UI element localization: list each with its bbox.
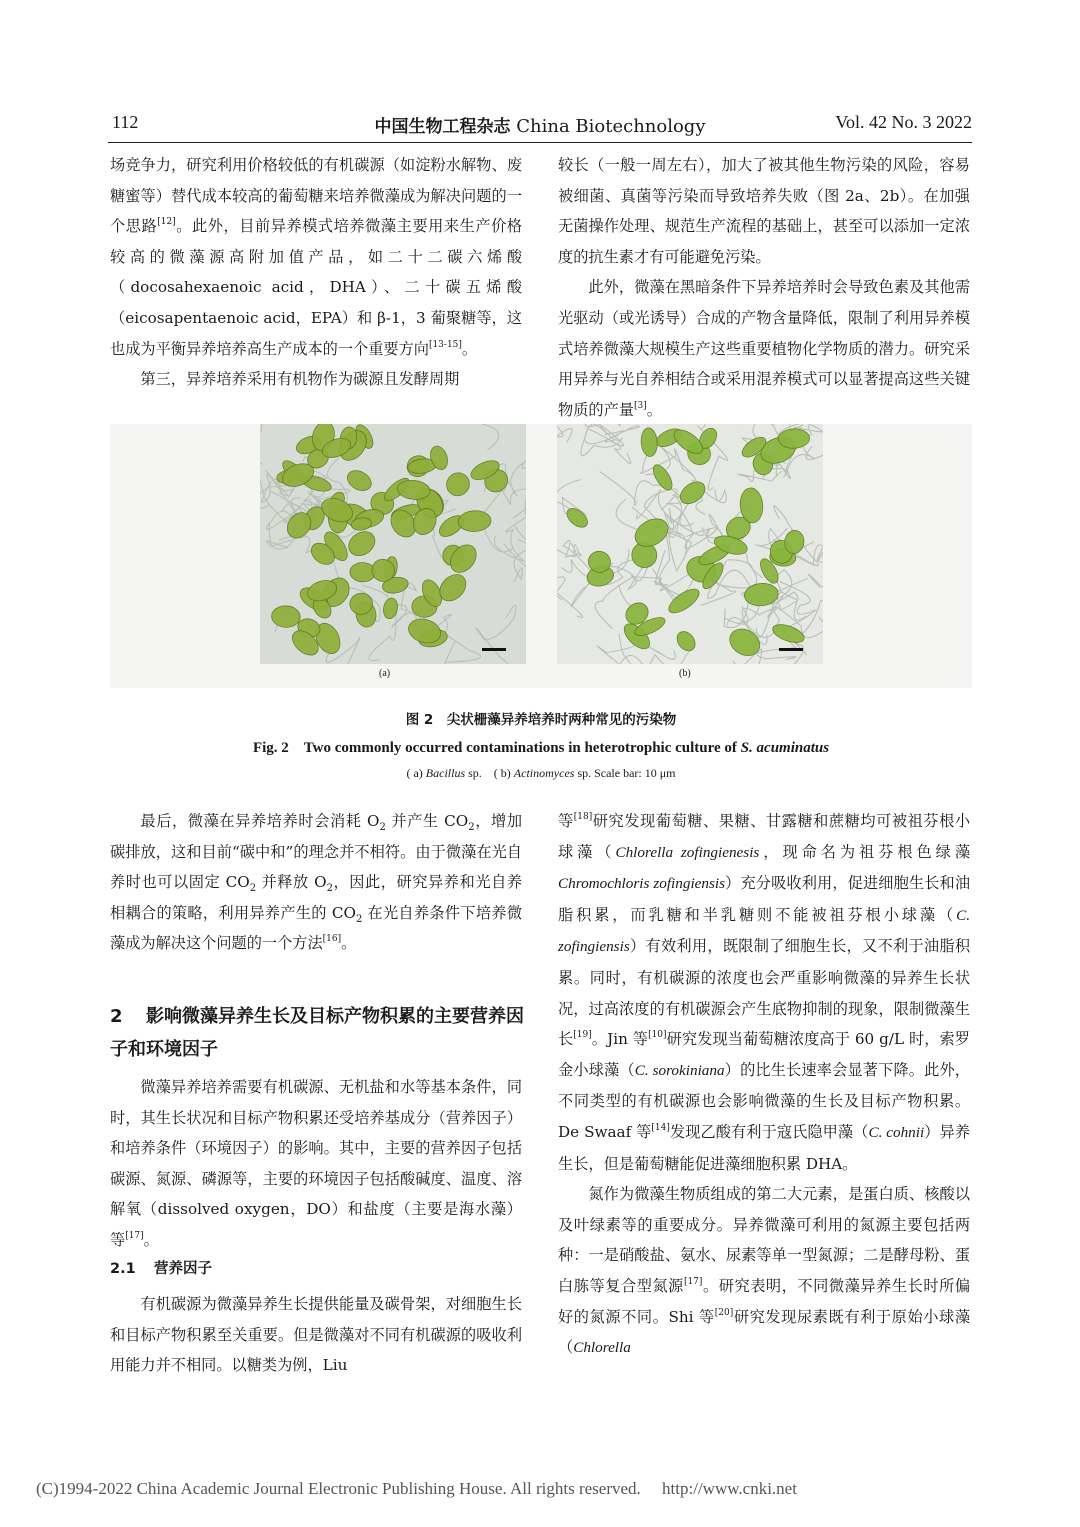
species-name: C. cohnii: [868, 1123, 925, 1141]
text: 并产生 CO: [385, 812, 469, 830]
text: 场竞争力，研究利用价格较低的有机碳源（如淀粉水解物、废糖蜜等）替代成本较高的葡萄糖来培养微藻成为解决问题的一个思路: [110, 156, 522, 236]
paragraph: 第三，异养培养采用有机物作为碳源且发酵周期: [140, 370, 460, 389]
paragraph: [110, 150, 522, 364]
text: 。: [461, 339, 478, 358]
algae-cell: [665, 585, 703, 618]
text: 。: [143, 1230, 159, 1249]
paragraph: 有机碳源为微藻异养生长提供能量及碳骨架，对细胞生长和目标产物积累至关重要。但是微藻对不同有机碳源的吸收利用能力并不相同。以糖类为例，Liu: [110, 1295, 522, 1375]
text: 研究发现当葡萄糖浓度高于 60 g/L 时，索罗金小球藻（: [558, 1030, 970, 1079]
text: 发现乙酸有利于寇氏隐甲藻（: [669, 1122, 869, 1141]
algae-cell: [676, 477, 709, 508]
species-name: Actinomyces: [513, 766, 575, 780]
citation: [13-15]: [428, 339, 462, 350]
text: 。此外，目前异养模式培养微藻主要用来生产价格较高的微藻源高附加值产品，如二十二碳六烯酸（docosahexaenoic acid，DHA）、二十碳五烯酸（eicosapentaenoic acid，EPA）和 β-1，3 葡聚糖等，这也成为平衡异养培养高生产成本的一个重要方向: [110, 217, 523, 358]
figure-caption-en: [110, 736, 972, 757]
figure-note: [110, 764, 972, 781]
section-number: 2: [110, 1006, 123, 1027]
text: 在光自养条件下培养微藻成为解决这个问题的一个方法: [110, 903, 523, 953]
paragraph: 较长（一般一周左右），加大了被其他生物污染的风险，容易被细菌、真菌等污染而导致培养失败（图 2a、2b）。在加强无菌操作处理、规范生产流程的基础上，甚至可以添加一定浓度的抗生素才有可能避免污染。: [558, 156, 970, 266]
panel-label-a: (a): [379, 668, 391, 679]
algae-cell: [271, 605, 301, 628]
algae-cell: [344, 467, 375, 495]
citation: [3]: [633, 400, 647, 411]
filament: [585, 424, 629, 446]
subscript: 2: [326, 883, 333, 895]
species-name: Chlorella: [573, 1339, 631, 1357]
text: 微藻异养培养需要有机碳源、无机盐和水等基本条件，同时，其生长状况和目标产物积累还受培养基成分（营养因子）和培养条件（环境因子）的影响。其中，主要的营养因子包括碳源、氮源、磷源等，主要的环境因子包括酸碱度、温度、溶解氧（dissolved oxygen，DO）和盐度（主要是海水藻）等: [110, 1078, 522, 1249]
volume-info: Vol. 42 No. 3 2022: [835, 112, 972, 132]
left-column-top: [110, 150, 522, 395]
filament: [557, 424, 639, 442]
subscript: 2: [468, 822, 475, 834]
micrograph-bacillus: [260, 424, 526, 664]
section-title: 影响微藻异养生长及目标产物积累的主要营养因子和环境因子: [110, 1006, 524, 1060]
text: ，因此，研究异养和光自养相耦合的策略，利用异养产生的 CO: [110, 873, 523, 922]
left-column-section-body: [110, 1072, 522, 1256]
algae-cell: [458, 510, 492, 532]
text: 最后，微藻在异养培养时会消耗 O: [140, 812, 380, 830]
species-name: C. sorokiniana: [634, 1061, 725, 1079]
text: 。研究表明，不同微藻异养生长时所偏好的氮源不同。Shi 等: [558, 1276, 971, 1326]
paragraph: [110, 806, 522, 959]
scale-bar: [779, 648, 803, 651]
text: ）的比生长速率会显著下降。此外，不同类型的有机碳源也会影响微藻的生长及目标产物积累。De Swaaf 等: [558, 1060, 970, 1141]
subscript: 2: [249, 883, 257, 895]
filament: [563, 540, 592, 572]
filament: [476, 605, 522, 664]
text: 此外，微藻在黑暗条件下异养培养时会导致色素及其他需光驱动（或光诱导）合成的产物含量降低，限制了利用异养模式培养微藻大规模生产这些重要植物化学物质的潜力。研究采用异养与光自养相结合或采用混养模式可以显著提高这些关键物质的产量: [558, 278, 970, 419]
text: 研究发现葡萄糖、果糖、甘露糖和蔗糖均可被祖芬根小球藻（: [558, 812, 971, 861]
algae-cell: [650, 462, 676, 493]
species-name: Chlorella zofingienesis: [615, 843, 760, 861]
citation: [20]: [714, 1307, 734, 1318]
algae-cell: [344, 527, 379, 561]
filament: [439, 424, 499, 450]
species-name: Bacillus: [425, 766, 466, 780]
algae-cell: [725, 624, 765, 661]
species-name: C. zofingiensis: [558, 906, 970, 956]
figure-caption-cn: 图 2 尖状栅藻异养培养时两种常见的污染物: [405, 712, 677, 728]
filament: [806, 435, 823, 490]
left-column-bottom: [110, 806, 522, 959]
citation: [14]: [651, 1122, 670, 1133]
micrograph-a-image: [260, 424, 526, 664]
text: 研究发现尿素既有利于原始小球藻（: [558, 1307, 971, 1357]
panel-label-b: (b): [679, 668, 691, 679]
journal-title-cn: 中国生物工程杂志: [374, 117, 511, 137]
citation: [17]: [125, 1230, 144, 1241]
text: ）异养生长，但是葡萄糖能促进藻细胞积累 DHA。: [558, 1122, 971, 1173]
paragraph: [110, 1072, 522, 1256]
paragraph: [558, 806, 970, 1179]
journal-title-en: China Biotechnology: [516, 116, 706, 137]
paragraph: [558, 1179, 970, 1364]
text: 。: [341, 934, 357, 953]
figure-2: [110, 424, 972, 688]
algae-cell: [442, 468, 474, 500]
subsection-number: 2.1: [110, 1261, 136, 1277]
citation: [19]: [573, 1030, 592, 1041]
citation: [17]: [683, 1276, 703, 1287]
scale-bar: [482, 648, 506, 651]
citation: [18]: [573, 812, 593, 822]
text: ( b): [493, 766, 514, 780]
right-column-bottom: [558, 806, 970, 1364]
citation: [16]: [322, 934, 342, 945]
subsection-title: 营养因子: [154, 1261, 212, 1277]
filament: [557, 590, 562, 640]
citation: [12]: [157, 217, 176, 228]
section-heading: [110, 1000, 530, 1066]
algae-cell: [640, 427, 658, 457]
text: ）有效利用，既限制了细胞生长，又不利于油脂积累。同时，有机碳源的浓度也会严重影响微藻的异养生长状况，过高浓度的有机碳源会产生底物抑制的现象，限制微藻生长: [558, 937, 970, 1049]
filament: [260, 424, 268, 432]
filament: [557, 424, 572, 442]
species-name: S. acuminatus: [740, 740, 830, 756]
text: ，现命名为祖芬根色绿藻: [759, 842, 971, 861]
text: 。: [646, 400, 662, 419]
text: ( a): [406, 766, 426, 780]
page-header: [108, 108, 972, 143]
micrograph-actinomyces: [557, 424, 823, 664]
algae-cell: [778, 428, 810, 448]
subscript: 2: [355, 913, 363, 925]
citation: [10]: [648, 1030, 667, 1041]
paragraph: [558, 272, 970, 425]
copyright-footer: (C)1994-2022 China Academic Journal Electronic Publishing House. All rights reserved. http://www.cnki.net: [36, 1479, 797, 1498]
text: ）充分吸收利用，促进细胞生长和油脂积累，而乳糖和半乳糖则不能被祖芬根小球藻（: [558, 874, 971, 924]
left-column-subsection-body: [110, 1289, 522, 1381]
right-column-top: [558, 150, 970, 425]
text: Fig. 2 Two commonly occurred contaminations in heterotrophic culture of: [252, 740, 741, 756]
micrograph-b-image: [557, 424, 823, 664]
text: sp. Scale bar: 10 μm: [574, 766, 676, 780]
text: 氮作为微藻生物质组成的第二大元素，是蛋白质、核酸以及叶绿素等的重要成分。异养微藻可利用的氮源主要包括两种：一是硝酸盐、氨水、尿素等单一型氮源；二是酵母粉、蛋白胨等复合型氮源: [558, 1185, 970, 1295]
text: sp.: [465, 766, 494, 780]
algae-cell: [770, 621, 806, 646]
subscript: 2: [379, 822, 386, 834]
species-name: Chromochloris zofingiensis: [558, 875, 726, 893]
filament: [508, 442, 526, 496]
text: ，增加碳排放，这和目前“碳中和”的理念并不相符。由于微藻在光自养时也可以固定 CO: [110, 812, 523, 892]
algae-cell: [673, 628, 698, 654]
subsection-heading: [110, 1257, 212, 1278]
filament: [518, 508, 526, 551]
page-number: 112: [112, 112, 139, 132]
text: 等: [558, 812, 574, 830]
text: 并释放 O: [256, 873, 327, 892]
text: 。Jin 等: [591, 1030, 649, 1049]
